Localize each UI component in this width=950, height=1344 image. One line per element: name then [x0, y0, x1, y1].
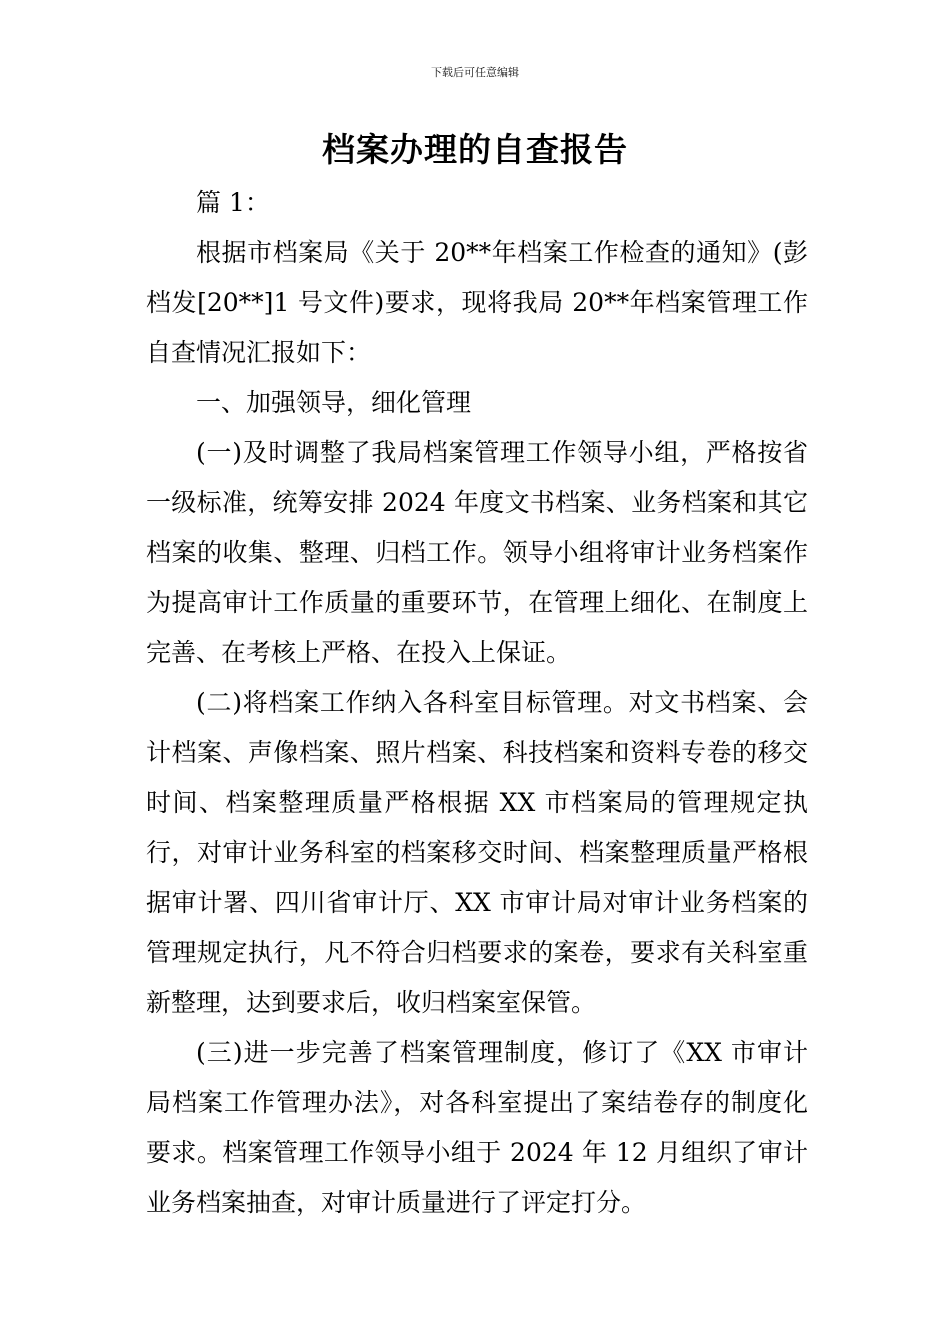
document-body [146, 178, 808, 1228]
paragraph-item-2: (二)将档案工作纳入各科室目标管理。对文书档案、会计档案、声像档案、照片档案、科技档案和资料专卷的移交时间、档案整理质量严格根据 XX 市档案局的管理规定执行，对审计业务科室的档案移交时间、档案整理质量严格根据审计署、四川省审计厅、XX 市审计局对审计业务档案的管理规定执行，凡不符合归档要求的案卷，要求有关科室重新整理，达到要求后，收归档案室保管。 [146, 688, 808, 1017]
paragraph-intro: 根据市档案局《关于 20**年档案工作检查的通知》(彭档发[20**]1 号文件)要求，现将我局 20**年档案管理工作自查情况汇报如下： [146, 238, 808, 367]
section-label: 篇 1： [196, 188, 270, 217]
header-note: 下载后可任意编辑 [431, 66, 519, 79]
document-title: 档案办理的自查报告 [322, 130, 628, 169]
section-heading: 一、加强领导，细化管理 [196, 388, 472, 417]
paragraph-item-3: (三)进一步完善了档案管理制度，修订了《XX 市审计局档案工作管理办法》，对各科室提出了案结卷存的制度化要求。档案管理工作领导小组于 2024 年 12 月组织了审计业务档案抽查，对审计质量进行了评定打分。 [146, 1038, 808, 1217]
paragraph-item-1: (一)及时调整了我局档案管理工作领导小组，严格按省一级标准，统筹安排 2024 年度文书档案、业务档案和其它档案的收集、整理、归档工作。领导小组将审计业务档案作为提高审计工作质量的重要环节，在管理上细化、在制度上完善、在考核上严格、在投入上保证。 [146, 438, 808, 667]
